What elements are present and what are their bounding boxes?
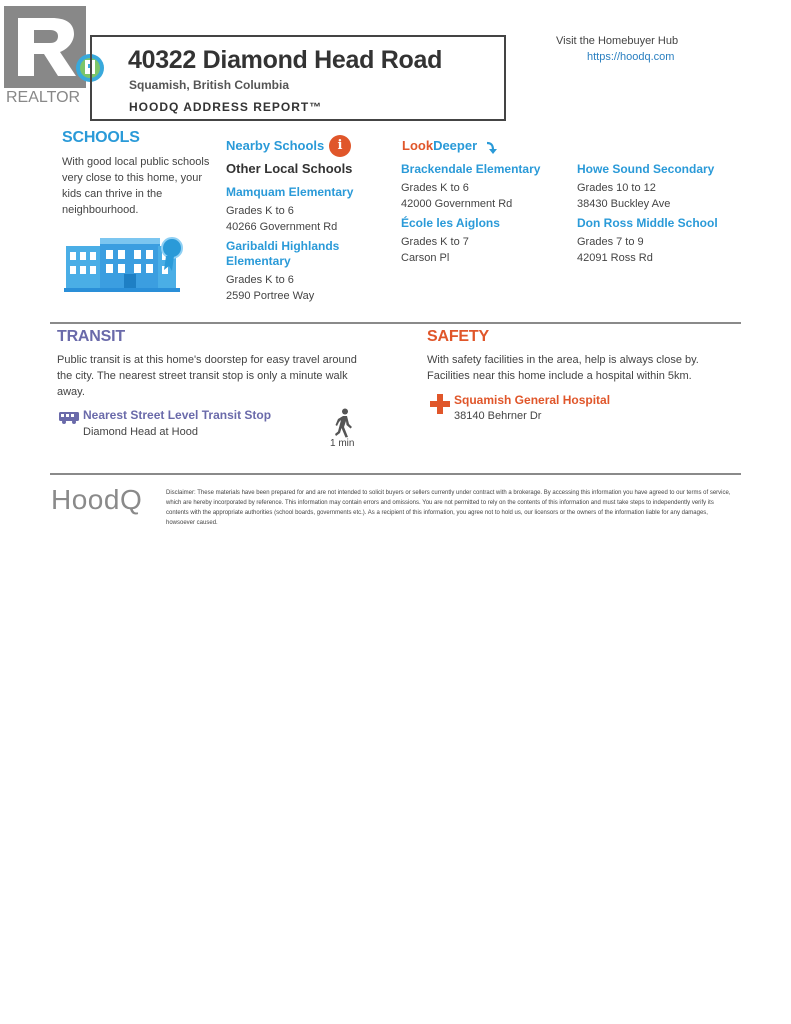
school-grades: Grades 7 to 9 [577,236,644,248]
medical-cross-icon [430,394,450,414]
school-name[interactable]: Brackendale Elementary [401,162,541,176]
school-name[interactable]: Garibaldi Highlands Elementary [226,239,340,268]
school-building-icon [64,234,189,294]
school-entry [577,162,737,212]
schools-title: SCHOOLS [62,129,140,146]
school-address: 2590 Portree Way [226,290,315,302]
school-entry [401,162,561,212]
school-address: 40266 Government Rd [226,221,338,233]
safety-title: SAFETY [427,328,489,345]
transit-title: TRANSIT [57,328,125,345]
walk-time: 1 min [330,438,355,449]
transit-description: Public transit is at this home's doorstep for easy travel around the city. The nearest street transit stop is only a minute walk away. [57,354,357,398]
transit-stop-name: Diamond Head at Hood [83,426,198,438]
school-grades: Grades K to 6 [401,182,469,194]
address-title: 40322 Diamond Head Road [128,46,443,74]
school-grades: Grades K to 6 [226,205,294,217]
school-name[interactable]: École les Aiglons [401,216,500,230]
school-entry [226,185,376,235]
hospital-name[interactable]: Squamish General Hospital [454,393,611,407]
city-line: Squamish, British Columbia [129,78,290,92]
realtor-logo-icon [4,6,104,106]
school-entry [226,239,366,304]
other-local-schools-label: Other Local Schools [226,161,353,176]
nearest-transit-stop-label[interactable]: Nearest Street Level Transit Stop [83,408,272,422]
bus-icon [59,412,79,424]
hoodq-logo: HoodQ [51,484,143,515]
report-title: HOODQ ADDRESS REPORT™ [129,100,323,114]
realtor-logo-text: REALTOR [6,89,81,106]
hub-link[interactable]: https://hoodq.com [587,51,675,63]
safety-description: With safety facilities in the area, help is always close by. Facilities near this home include a hospital within 5km. [427,354,699,382]
section-divider [50,473,741,475]
arrow-down-icon [484,140,498,156]
school-entry [401,216,561,266]
school-name[interactable]: Mamquam Elementary [226,185,354,199]
schools-description: With good local public schools very close to this home, your kids can thrive in the neighbourhood. [62,156,210,216]
school-name[interactable]: Howe Sound Secondary [577,162,715,176]
school-grades: Grades 10 to 12 [577,182,656,194]
hospital-address: 38140 Behrner Dr [454,410,542,422]
school-address: 42000 Government Rd [401,198,513,210]
school-grades: Grades K to 7 [401,236,469,248]
lookdeeper-deeper-text: Deeper [433,138,478,153]
school-entry [577,216,737,266]
nearby-schools-link[interactable]: Nearby Schools [226,138,325,153]
school-grades: Grades K to 6 [226,274,294,286]
disclaimer-text: Disclaimer: These materials have been prepared for and are not intended to solicit buyers or sellers currently under contract with a brokerage. By accessing this information you have agreed to our terms of service, which are hereby incorporated by reference. This information may contain errors and omissions. You are not permitted to rely on the contents of this information and must take steps to independently verify its contents with the appropriate authorities (school boards, governments etc.). As a recipient of this information, you agree not to hold us, our licensors or the owners of the information liable for any damages, howsoever caused. [166,490,731,526]
school-address: 42091 Ross Rd [577,252,653,264]
hub-label: Visit the Homebuyer Hub [556,35,679,47]
section-divider [50,322,741,324]
walking-person-icon [334,408,354,438]
info-icon[interactable]: i [329,135,351,157]
lookdeeper-look-text: Look [402,138,434,153]
school-address: Carson Pl [401,252,450,264]
lookdeeper-link[interactable] [402,138,477,153]
school-name[interactable]: Don Ross Middle School [577,216,718,230]
school-address: 38430 Buckley Ave [577,198,671,210]
